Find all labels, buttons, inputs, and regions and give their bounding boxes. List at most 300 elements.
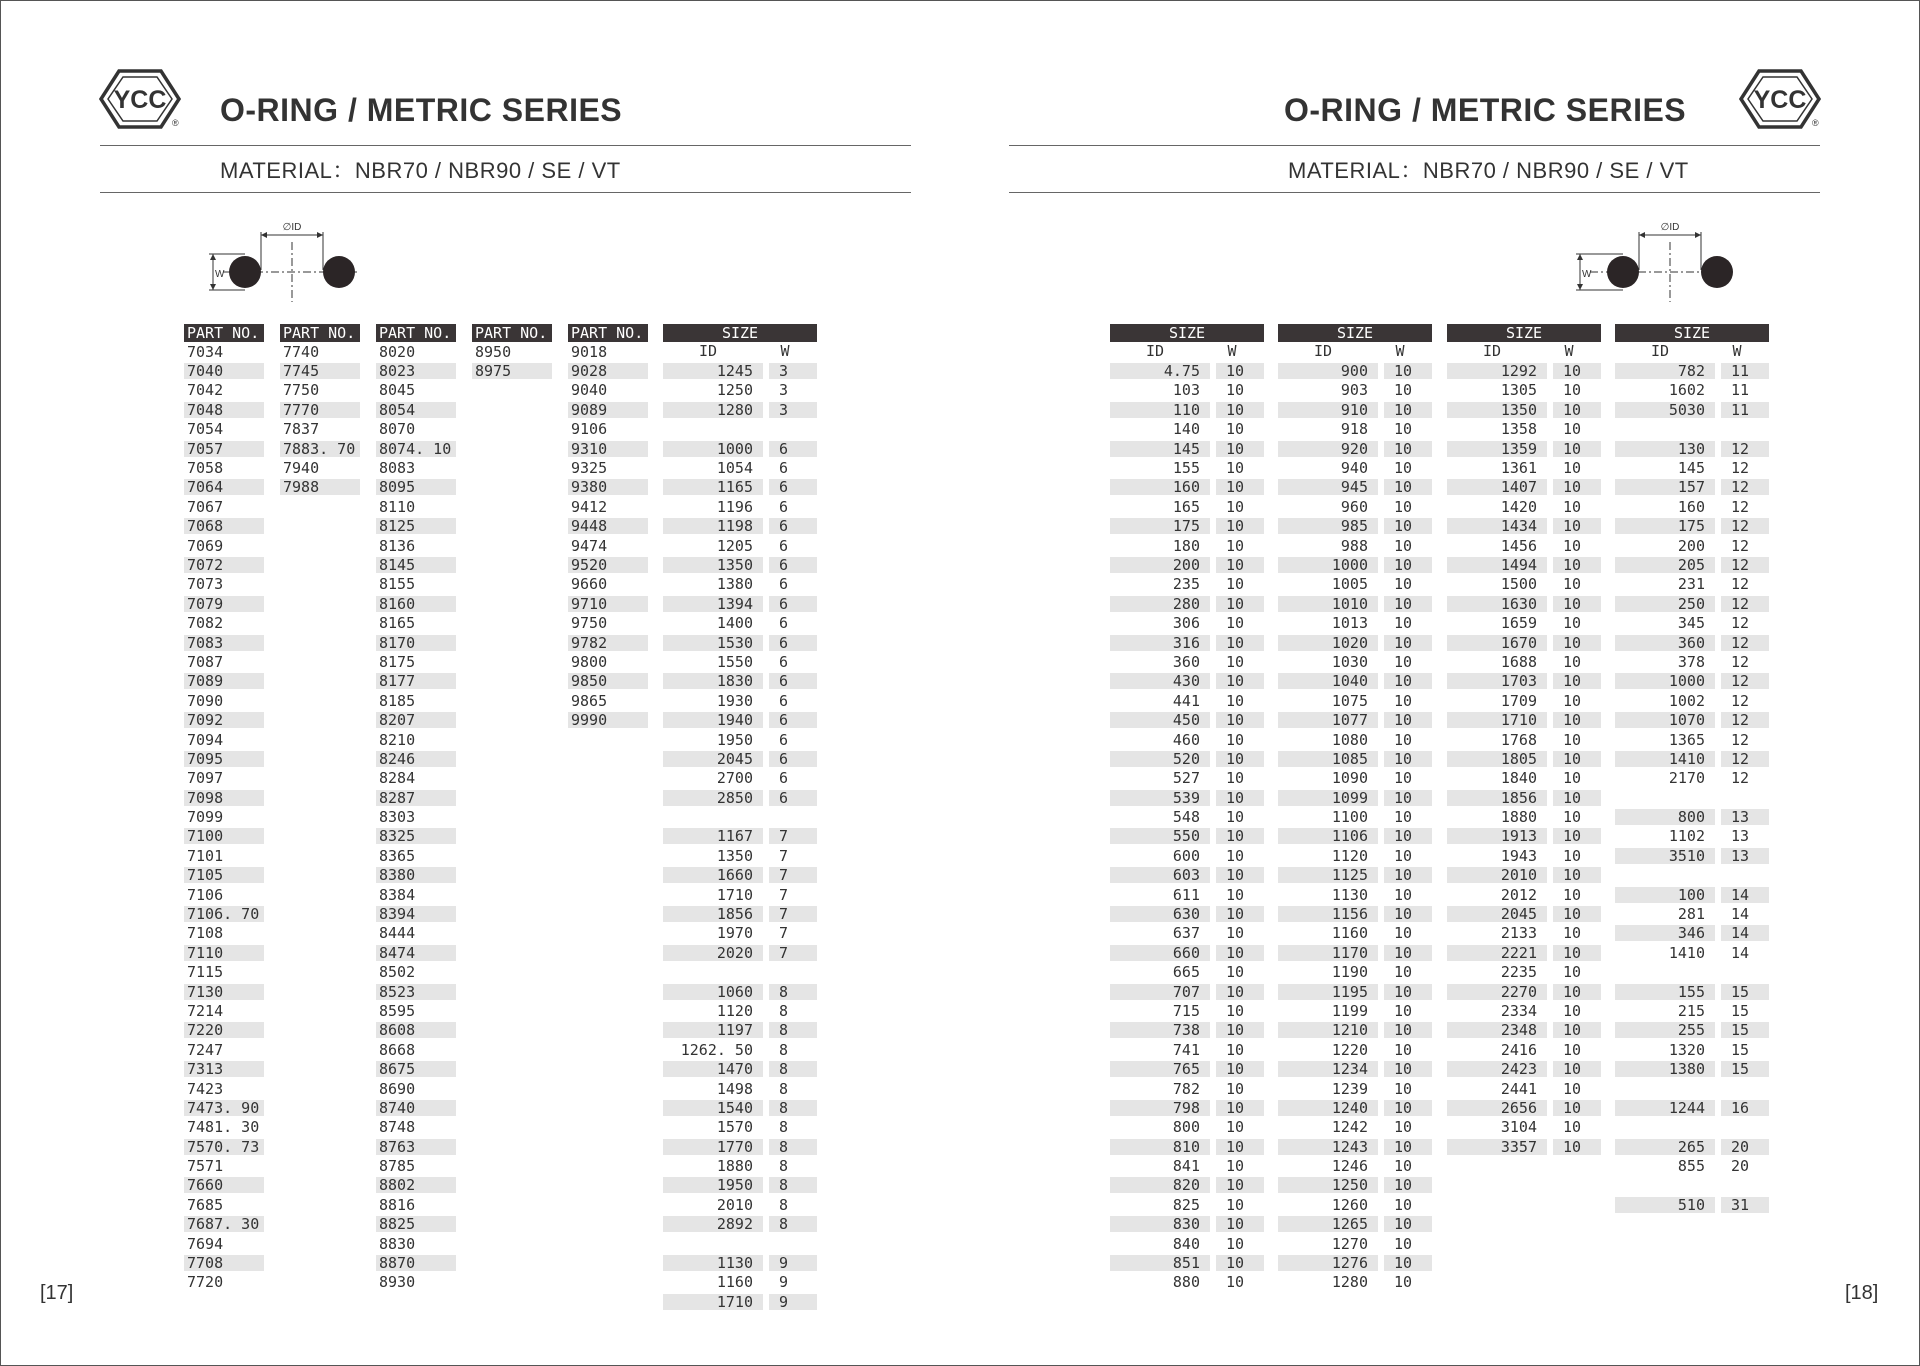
table-row — [1447, 749, 1601, 768]
table-row — [1278, 827, 1432, 846]
id-cell: 1970 — [716, 924, 753, 943]
w-cell: 15 — [1731, 1001, 1750, 1020]
id-cell: 1075 — [1331, 691, 1368, 710]
part-number-cell: 8830 — [379, 1234, 416, 1253]
id-cell: 900 — [1278, 363, 1378, 379]
w-cell: 10 — [1553, 479, 1601, 495]
table-row — [568, 497, 648, 516]
table-row — [1447, 846, 1601, 865]
table-row — [1278, 1079, 1432, 1098]
w-cell: 10 — [1563, 1040, 1582, 1059]
part-number-cell: 8045 — [379, 381, 416, 400]
w-cell: 10 — [1394, 1273, 1413, 1292]
id-cell: 1000 — [663, 441, 763, 457]
id-cell: 841 — [1172, 1157, 1200, 1176]
part-number-cell: 8785 — [379, 1157, 416, 1176]
id-cell: 1280 — [663, 402, 763, 418]
id-cell: 1106 — [1278, 828, 1378, 844]
part-number-cell: 7101 — [187, 846, 224, 865]
id-cell: 1434 — [1447, 518, 1547, 534]
oring-diagram — [1568, 220, 1738, 310]
part-number-cell: 7083 — [184, 635, 264, 651]
part-number-cell: 8825 — [376, 1216, 456, 1232]
table-row — [376, 458, 456, 477]
table-row — [663, 555, 817, 574]
id-cell: 1060 — [663, 984, 763, 1000]
id-cell: 360 — [1172, 652, 1200, 671]
table-row — [184, 672, 264, 691]
table-row — [184, 1176, 264, 1195]
id-cell: 1005 — [1331, 575, 1368, 594]
table-row — [1110, 924, 1264, 943]
part-number-cell: 7095 — [184, 751, 264, 767]
table-row — [376, 963, 456, 982]
part-number-cell: 7313 — [184, 1061, 264, 1077]
id-cell: 520 — [1110, 751, 1210, 767]
size-header: SIZE — [1278, 324, 1432, 342]
table-row — [184, 1059, 264, 1078]
table-row — [663, 730, 817, 749]
id-cell: 800 — [1172, 1118, 1200, 1137]
w-cell: 10 — [1226, 1195, 1245, 1214]
id-cell: 1710 — [663, 1294, 763, 1310]
table-row — [1110, 1176, 1264, 1195]
part-number-cell: 8502 — [379, 963, 416, 982]
table-row — [568, 439, 648, 458]
part-number-cell: 7720 — [187, 1273, 224, 1292]
table-row — [376, 439, 456, 458]
id-cell: 155 — [1172, 459, 1200, 478]
id-cell: 851 — [1110, 1255, 1210, 1271]
table-row — [1278, 497, 1432, 516]
row-gap — [1615, 963, 1769, 982]
id-cell: 1407 — [1447, 479, 1547, 495]
table-row — [663, 575, 817, 594]
part-number-cell: 8384 — [379, 885, 416, 904]
part-number-cell: 7079 — [184, 596, 264, 612]
table-row — [568, 381, 648, 400]
row-gap — [1615, 866, 1769, 885]
part-number-cell: 8748 — [379, 1118, 416, 1137]
w-cell: 10 — [1226, 963, 1245, 982]
table-row — [1615, 497, 1769, 516]
w-cell: 10 — [1563, 963, 1582, 982]
w-cell: 10 — [1394, 1234, 1413, 1253]
w-cell: 10 — [1216, 1255, 1264, 1271]
table-row — [376, 1195, 456, 1214]
w-cell: 12 — [1721, 518, 1769, 534]
w-cell: 3 — [769, 402, 817, 418]
table-row — [1447, 478, 1601, 497]
part-number-cell: 7837 — [283, 420, 320, 439]
id-cell: 810 — [1110, 1139, 1210, 1155]
w-cell: 10 — [1384, 1061, 1432, 1077]
table-row — [663, 827, 817, 846]
id-cell: 1498 — [716, 1079, 753, 1098]
part-number-cell: 8870 — [376, 1255, 456, 1271]
id-cell: 1197 — [663, 1022, 763, 1038]
w-cell: 10 — [1384, 1139, 1432, 1155]
w-cell: 8 — [779, 1157, 789, 1176]
w-cell: 10 — [1384, 1255, 1432, 1271]
table-row — [376, 885, 456, 904]
w-cell: 6 — [779, 497, 789, 516]
table-row — [1615, 710, 1769, 729]
table-row — [568, 536, 648, 555]
table-row — [1615, 1137, 1769, 1156]
table-row — [184, 691, 264, 710]
part-number-cell: 8474 — [376, 945, 456, 961]
part-number-cell: 9448 — [568, 518, 648, 534]
size-header: SIZE — [663, 324, 817, 342]
w-cell: 10 — [1553, 673, 1601, 689]
w-cell: 14 — [1721, 925, 1769, 941]
part-number-cell: 7087 — [187, 652, 224, 671]
w-cell: 10 — [1553, 712, 1601, 728]
table-row — [1615, 633, 1769, 652]
part-number-cell: 8210 — [379, 730, 416, 749]
table-row — [1278, 1021, 1432, 1040]
id-cell: 1570 — [716, 1118, 753, 1137]
part-number-cell: 8136 — [379, 536, 416, 555]
table-row — [663, 1040, 817, 1059]
table-row — [1447, 691, 1601, 710]
table-row — [1278, 963, 1432, 982]
table-row — [184, 458, 264, 477]
w-cell: 10 — [1216, 945, 1264, 961]
table-row — [568, 613, 648, 632]
id-cell: 1160 — [716, 1273, 753, 1292]
id-cell: 1125 — [1278, 867, 1378, 883]
part-number-cell: 7073 — [187, 575, 224, 594]
w-cell: 10 — [1384, 673, 1432, 689]
w-cell: 8 — [779, 1040, 789, 1059]
size-subheader — [1447, 342, 1601, 361]
table-row — [1110, 885, 1264, 904]
table-row — [184, 924, 264, 943]
part-number-cell: 8155 — [379, 575, 416, 594]
table-row — [184, 730, 264, 749]
table-row — [184, 381, 264, 400]
w-cell: 12 — [1721, 479, 1769, 495]
w-cell: 10 — [1226, 885, 1245, 904]
part-number-cell: 7105 — [184, 867, 264, 883]
w-cell: 10 — [1394, 420, 1413, 439]
id-cell: 1240 — [1278, 1100, 1378, 1116]
w-cell: 11 — [1721, 402, 1769, 418]
id-cell: 2348 — [1447, 1022, 1547, 1038]
w-cell: 10 — [1226, 1273, 1245, 1292]
w-cell: 10 — [1563, 730, 1582, 749]
table-row — [1447, 924, 1601, 943]
id-cell: 1000 — [1278, 557, 1378, 573]
table-row — [1110, 361, 1264, 380]
table-row — [1110, 1137, 1264, 1156]
id-cell: 550 — [1110, 828, 1210, 844]
w-cell: 7 — [779, 846, 789, 865]
table-row — [1615, 381, 1769, 400]
table-row — [376, 652, 456, 671]
table-row — [376, 633, 456, 652]
id-cell: 1530 — [663, 635, 763, 651]
id-cell: 603 — [1110, 867, 1210, 883]
table-row — [1110, 458, 1264, 477]
w-cell: 10 — [1394, 381, 1413, 400]
id-cell: 548 — [1172, 808, 1200, 827]
w-cell: 10 — [1216, 1100, 1264, 1116]
table-row — [568, 555, 648, 574]
part-number-cell: 9990 — [568, 712, 648, 728]
w-cell: 10 — [1226, 420, 1245, 439]
part-number-cell: 8207 — [376, 712, 456, 728]
w-cell: 10 — [1394, 652, 1413, 671]
id-cell: 1410 — [1668, 943, 1705, 962]
table-row — [1447, 517, 1601, 536]
table-row — [1278, 555, 1432, 574]
table-row — [184, 613, 264, 632]
w-cell: 6 — [769, 441, 817, 457]
table-row — [376, 1059, 456, 1078]
w-cell: 7 — [769, 828, 817, 844]
part-number-cell: 9018 — [571, 342, 608, 361]
ycc-logo — [99, 68, 181, 130]
table-row — [184, 420, 264, 439]
id-cell: 1500 — [1500, 575, 1537, 594]
table-row — [1278, 458, 1432, 477]
id-cell: 1940 — [663, 712, 763, 728]
table-row — [663, 769, 817, 788]
table-row — [568, 420, 648, 439]
table-row — [1447, 633, 1601, 652]
part-number-cell: 7067 — [187, 497, 224, 516]
id-cell: 1659 — [1500, 614, 1537, 633]
table-row — [568, 575, 648, 594]
table-row — [1278, 769, 1432, 788]
id-cell: 1358 — [1500, 420, 1537, 439]
w-cell: 31 — [1721, 1197, 1769, 1213]
w-cell: 10 — [1226, 769, 1245, 788]
ycc-logo — [1739, 68, 1821, 130]
table-row — [1110, 439, 1264, 458]
table-row — [663, 885, 817, 904]
part-number-cell: 7106. 70 — [184, 906, 264, 922]
part-number-cell: 7097 — [187, 769, 224, 788]
w-cell: 14 — [1731, 905, 1750, 924]
table-row — [1615, 924, 1769, 943]
id-cell: 1400 — [716, 614, 753, 633]
id-cell: 1013 — [1331, 614, 1368, 633]
w-cell: 6 — [769, 673, 817, 689]
table-row — [1278, 1156, 1432, 1175]
table-row — [1110, 1156, 1264, 1175]
id-cell: 160 — [1110, 479, 1210, 495]
w-cell: 7 — [769, 945, 817, 961]
id-cell: 1280 — [1331, 1273, 1368, 1292]
w-cell: 10 — [1384, 984, 1432, 1000]
part-number-cell: 8365 — [379, 846, 416, 865]
part-number-cell: 9474 — [571, 536, 608, 555]
id-cell: 798 — [1110, 1100, 1210, 1116]
w-cell: 10 — [1216, 557, 1264, 573]
part-number-cell: 9800 — [571, 652, 608, 671]
part-number-cell: 7108 — [187, 924, 224, 943]
table-row — [1278, 1040, 1432, 1059]
table-row — [1110, 730, 1264, 749]
table-row — [1447, 1040, 1601, 1059]
row-gap — [1615, 788, 1769, 807]
table-row — [1110, 1021, 1264, 1040]
table-row — [184, 361, 264, 380]
w-cell: 11 — [1731, 381, 1750, 400]
part-number-cell: 9850 — [568, 673, 648, 689]
table-row — [663, 1137, 817, 1156]
table-row — [568, 691, 648, 710]
table-row — [1615, 730, 1769, 749]
row-gap — [663, 807, 817, 826]
w-cell: 10 — [1553, 363, 1601, 379]
table-row — [376, 361, 456, 380]
w-cell: 12 — [1721, 441, 1769, 457]
table-row — [663, 788, 817, 807]
table-row — [376, 594, 456, 613]
table-row — [376, 1137, 456, 1156]
table-row — [663, 749, 817, 768]
page-title: O-RING / METRIC SERIES — [220, 92, 623, 128]
w-cell: 10 — [1226, 1079, 1245, 1098]
w-cell: 12 — [1731, 459, 1750, 478]
part-number-cell: 7057 — [184, 441, 264, 457]
id-cell: 1856 — [663, 906, 763, 922]
table-row — [1278, 1195, 1432, 1214]
table-row — [1615, 1001, 1769, 1020]
part-number-cell: 8177 — [376, 673, 456, 689]
table-row — [376, 1001, 456, 1020]
divider — [100, 192, 911, 193]
table-row — [1278, 478, 1432, 497]
table-row — [1278, 730, 1432, 749]
w-cell: 10 — [1394, 536, 1413, 555]
table-row — [568, 710, 648, 729]
part-number-cell: 7082 — [187, 614, 224, 633]
id-cell: 1242 — [1331, 1118, 1368, 1137]
table-row — [1110, 594, 1264, 613]
table-row — [1110, 1273, 1264, 1292]
id-cell: 1120 — [1331, 846, 1368, 865]
size-subheader — [1278, 342, 1432, 361]
w-cell: 3 — [779, 381, 789, 400]
id-cell: 1244 — [1615, 1100, 1715, 1116]
row-gap — [1615, 1176, 1769, 1195]
table-row — [184, 1040, 264, 1059]
id-cell: 1950 — [663, 1177, 763, 1193]
table-row — [184, 827, 264, 846]
table-row — [376, 691, 456, 710]
w-cell: 10 — [1553, 1100, 1601, 1116]
w-cell: 6 — [769, 479, 817, 495]
id-cell: 1361 — [1500, 459, 1537, 478]
w-cell: 10 — [1226, 614, 1245, 633]
id-cell: 1250 — [1278, 1177, 1378, 1193]
part-number-cell: 9380 — [568, 479, 648, 495]
table-row — [1447, 594, 1601, 613]
table-row — [1278, 788, 1432, 807]
id-cell: 1394 — [663, 596, 763, 612]
w-cell: 10 — [1226, 536, 1245, 555]
part-no-header: PART NO. — [472, 324, 552, 342]
w-cell: 10 — [1216, 635, 1264, 651]
id-cell: 960 — [1340, 497, 1368, 516]
id-cell: 1913 — [1447, 828, 1547, 844]
table-row — [1447, 866, 1601, 885]
id-cell: 255 — [1615, 1022, 1715, 1038]
part-number-cell: 8095 — [376, 479, 456, 495]
part-number-cell: 9782 — [568, 635, 648, 651]
table-row — [1110, 1118, 1264, 1137]
table-row — [1278, 807, 1432, 826]
id-cell: 665 — [1172, 963, 1200, 982]
table-row — [184, 904, 264, 923]
part-number-cell: 8246 — [376, 751, 456, 767]
table-row — [1615, 400, 1769, 419]
part-number-cell: 7570. 73 — [184, 1139, 264, 1155]
part-number-cell: 8110 — [379, 497, 416, 516]
table-row — [1615, 982, 1769, 1001]
w-cell: 10 — [1384, 1216, 1432, 1232]
table-row — [376, 1234, 456, 1253]
w-cell: 10 — [1394, 691, 1413, 710]
w-cell: 10 — [1563, 846, 1582, 865]
table-row — [1110, 846, 1264, 865]
table-row — [1447, 827, 1601, 846]
table-row — [1110, 866, 1264, 885]
part-number-cell: 7058 — [187, 459, 224, 478]
part-number-cell: 8175 — [379, 652, 416, 671]
part-number-cell: 7745 — [280, 363, 360, 379]
w-cell: 10 — [1553, 557, 1601, 573]
w-cell: 8 — [769, 1061, 817, 1077]
w-cell: 10 — [1384, 790, 1432, 806]
table-row — [184, 400, 264, 419]
w-cell: 10 — [1563, 381, 1582, 400]
table-row — [184, 788, 264, 807]
id-cell: 1630 — [1447, 596, 1547, 612]
table-row — [568, 652, 648, 671]
id-cell: 840 — [1172, 1234, 1200, 1253]
id-cell: 231 — [1677, 575, 1705, 594]
table-row — [663, 613, 817, 632]
w-cell: 10 — [1563, 497, 1582, 516]
part-number-cell: 8185 — [379, 691, 416, 710]
part-number-cell: 7694 — [187, 1234, 224, 1253]
part-number-cell: 7090 — [187, 691, 224, 710]
table-row — [1110, 633, 1264, 652]
table-row — [663, 361, 817, 380]
table-row — [663, 672, 817, 691]
table-row — [1615, 1195, 1769, 1214]
w-cell: 6 — [769, 635, 817, 651]
id-cell: 2700 — [716, 769, 753, 788]
id-cell: 1359 — [1447, 441, 1547, 457]
w-cell: 10 — [1226, 497, 1245, 516]
id-cell: 2235 — [1500, 963, 1537, 982]
table-row — [1615, 1059, 1769, 1078]
table-row — [1278, 904, 1432, 923]
w-cell: 10 — [1384, 712, 1432, 728]
w-cell: 10 — [1553, 945, 1601, 961]
id-cell: 1198 — [663, 518, 763, 534]
table-row — [1278, 866, 1432, 885]
table-row — [663, 381, 817, 400]
